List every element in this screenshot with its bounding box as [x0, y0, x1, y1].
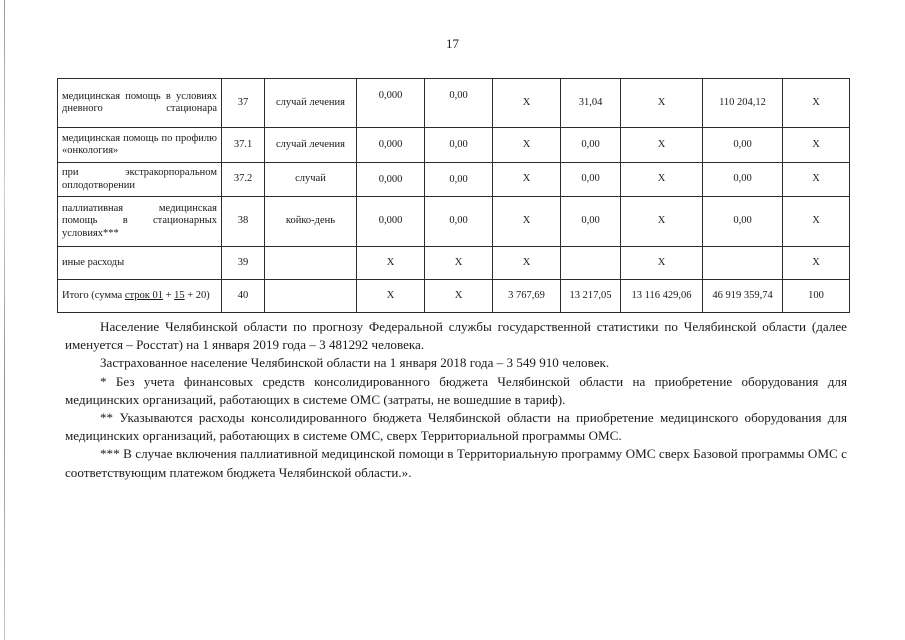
- row-cell: Х: [621, 247, 703, 280]
- row-cell: Х: [783, 79, 850, 128]
- table-row: [58, 128, 850, 163]
- row-cell: Х: [621, 79, 703, 128]
- page-number: 17: [446, 36, 459, 51]
- row-cell: Х: [425, 247, 493, 280]
- row-cell: 3 767,69: [493, 280, 561, 313]
- row-cell: Х: [357, 247, 425, 280]
- total-row-name: Итого (сумма строк 01 + 15 + 20): [58, 280, 222, 313]
- row-cell: 0,00: [425, 163, 493, 197]
- row-cell: 0,00: [425, 197, 493, 247]
- row-cell: Х: [493, 79, 561, 128]
- footnote-3: *** В случае включения паллиативной медицинской помощи в Территориальную программу ОМС сверх Базовой программы ОМС с соответствующим платежом бюджета Челябинской области.».: [65, 446, 847, 480]
- row-name: иные расходы: [58, 247, 222, 280]
- row-cell: 100: [783, 280, 850, 313]
- row-line-number: 37.2: [222, 163, 265, 197]
- row-unit: случай лечения: [265, 128, 357, 163]
- table-row: [58, 79, 850, 128]
- row-line-number: 39: [222, 247, 265, 280]
- row-cell: 0,00: [703, 128, 783, 163]
- row-cell: Х: [493, 128, 561, 163]
- row-cell: Х: [783, 247, 850, 280]
- row-cell: 0,000: [357, 197, 425, 247]
- row-ref-link: строк 01: [124, 289, 163, 301]
- row-cell: Х: [621, 163, 703, 197]
- footnotes: [65, 318, 847, 482]
- row-name: медицинская помощь по профилю «онкология»: [58, 128, 222, 163]
- row-name: паллиативная медицинская помощь в стационарных условиях***: [58, 197, 222, 247]
- insured-population-note: Застрахованное население Челябинской области на 1 января 2018 года – 3 549 910 человек.: [100, 355, 610, 371]
- row-line-number: 37: [222, 79, 265, 128]
- row-cell: 0,00: [561, 163, 621, 197]
- footnote-2: ** Указываются расходы консолидированного бюджета Челябинской области на приобретение медицинского оборудования для медицинских организаций, работающих в системе ОМС, сверх Территориальной программы ОМС.: [65, 410, 847, 444]
- scan-edge-line: [4, 0, 5, 640]
- row-cell: 13 116 429,06: [621, 280, 703, 313]
- row-cell: Х: [783, 197, 850, 247]
- row-cell: Х: [493, 163, 561, 197]
- row-cell: 0,00: [561, 128, 621, 163]
- row-cell: 0,00: [425, 128, 493, 163]
- row-ref-link: 15: [174, 289, 185, 301]
- row-line-number: 40: [222, 280, 265, 313]
- row-name: при экстракорпоральном оплодотворении: [58, 163, 222, 197]
- row-cell: Х: [493, 247, 561, 280]
- row-cell: 13 217,05: [561, 280, 621, 313]
- row-cell: [561, 247, 621, 280]
- table-row: [58, 247, 850, 280]
- row-unit: случай лечения: [265, 79, 357, 128]
- row-line-number: 38: [222, 197, 265, 247]
- row-unit: случай: [265, 163, 357, 197]
- row-cell: Х: [425, 280, 493, 313]
- row-unit: [265, 247, 357, 280]
- row-cell: 0,00: [703, 163, 783, 197]
- row-cell: 0,000: [357, 79, 425, 128]
- population-note: Население Челябинской области по прогнозу Федеральной службы государственной статистики по Челябинской области (далее именуется – Росстат) на 1 января 2019 года – 3 481292 человека.: [65, 319, 847, 353]
- row-unit: [265, 280, 357, 313]
- row-cell: 0,000: [357, 128, 425, 163]
- row-cell: Х: [493, 197, 561, 247]
- table-row-total: [58, 280, 850, 313]
- row-unit: койко-день: [265, 197, 357, 247]
- footnote-1: * Без учета финансовых средств консолидированного бюджета Челябинской области на приобретение оборудования для медицинских организаций, работающих в системе ОМС (затраты, не вошедшие в тариф).: [65, 373, 847, 407]
- row-cell: 31,04: [561, 79, 621, 128]
- row-cell: 0,00: [703, 197, 783, 247]
- row-cell: 0,00: [425, 79, 493, 128]
- row-cell: Х: [357, 280, 425, 313]
- row-cell: Х: [783, 163, 850, 197]
- row-cell: 0,00: [561, 197, 621, 247]
- expenses-table: [57, 78, 850, 313]
- row-cell: 46 919 359,74: [703, 280, 783, 313]
- row-cell: 0,000: [357, 163, 425, 197]
- row-line-number: 37.1: [222, 128, 265, 163]
- row-cell: [703, 247, 783, 280]
- row-cell: 110 204,12: [703, 79, 783, 128]
- table-row: [58, 163, 850, 197]
- row-cell: Х: [783, 128, 850, 163]
- row-name: медицинская помощь в условиях дневного стационара: [58, 79, 222, 128]
- row-cell: Х: [621, 128, 703, 163]
- table-row: [58, 197, 850, 247]
- row-cell: Х: [621, 197, 703, 247]
